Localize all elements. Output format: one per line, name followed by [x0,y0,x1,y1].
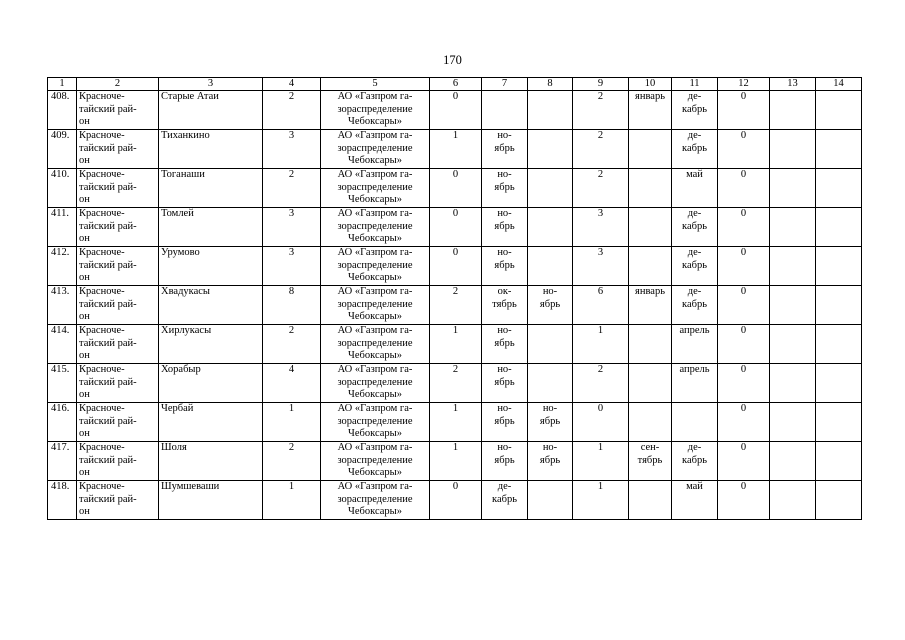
month-cell: но- ябрь [482,247,528,286]
header-cell: 5 [321,78,430,91]
month-cell: май [672,169,718,208]
row-number: 408. [48,91,77,130]
value-cell: 0 [430,208,482,247]
value-cell: 0 [718,130,770,169]
district-cell: Красноче- тайский рай- он [77,364,159,403]
month-cell: но- ябрь [482,208,528,247]
count-cell: 2 [263,169,321,208]
count-cell: 1 [263,403,321,442]
empty-cell [770,364,816,403]
table-row [48,247,862,286]
row-number: 414. [48,325,77,364]
organization-cell: АО «Газпром га- зораспределение Чебоксары» [321,403,430,442]
month-cell: но- ябрь [482,364,528,403]
value-cell: 0 [718,91,770,130]
schedule-table [47,77,862,520]
district-cell: Красноче- тайский рай- он [77,325,159,364]
month-cell [528,247,573,286]
empty-cell [816,130,862,169]
month-cell: но- ябрь [528,286,573,325]
row-number: 412. [48,247,77,286]
settlement-cell: Томлей [159,208,263,247]
value-cell: 2 [430,286,482,325]
empty-cell [770,481,816,520]
empty-cell [770,247,816,286]
value-cell: 0 [718,286,770,325]
value-cell: 6 [573,286,629,325]
organization-cell: АО «Газпром га- зораспределение Чебоксары» [321,247,430,286]
settlement-cell: Тиханкино [159,130,263,169]
organization-cell: АО «Газпром га- зораспределение Чебоксары» [321,442,430,481]
value-cell: 2 [573,91,629,130]
value-cell: 3 [573,247,629,286]
month-cell: де- кабрь [672,130,718,169]
settlement-cell: Шоля [159,442,263,481]
month-cell [629,403,672,442]
month-cell: январь [629,91,672,130]
table-row [48,364,862,403]
month-cell [629,247,672,286]
value-cell: 3 [573,208,629,247]
table-row [48,130,862,169]
value-cell: 0 [573,403,629,442]
empty-cell [816,208,862,247]
count-cell: 3 [263,130,321,169]
empty-cell [770,169,816,208]
header-cell: 10 [629,78,672,91]
district-cell: Красноче- тайский рай- он [77,442,159,481]
district-cell: Красноче- тайский рай- он [77,169,159,208]
header-cell: 9 [573,78,629,91]
month-cell: де- кабрь [672,286,718,325]
header-cell: 11 [672,78,718,91]
row-number: 410. [48,169,77,208]
empty-cell [816,364,862,403]
value-cell: 2 [573,364,629,403]
header-cell: 8 [528,78,573,91]
value-cell: 2 [430,364,482,403]
settlement-cell: Хвадукасы [159,286,263,325]
row-number: 416. [48,403,77,442]
count-cell: 3 [263,208,321,247]
month-cell [629,325,672,364]
month-cell: но- ябрь [482,169,528,208]
month-cell [672,403,718,442]
month-cell: апрель [672,364,718,403]
month-cell [629,169,672,208]
settlement-cell: Хорабыр [159,364,263,403]
table-row [48,286,862,325]
month-cell: но- ябрь [528,442,573,481]
month-cell: де- кабрь [672,91,718,130]
value-cell: 1 [573,325,629,364]
month-cell: но- ябрь [528,403,573,442]
row-number: 409. [48,130,77,169]
month-cell: май [672,481,718,520]
month-cell [629,364,672,403]
row-number: 415. [48,364,77,403]
header-cell: 7 [482,78,528,91]
empty-cell [816,247,862,286]
district-cell: Красноче- тайский рай- он [77,403,159,442]
header-cell: 2 [77,78,159,91]
value-cell: 2 [573,130,629,169]
empty-cell [816,403,862,442]
settlement-cell: Шумшеваши [159,481,263,520]
district-cell: Красноче- тайский рай- он [77,208,159,247]
empty-cell [816,286,862,325]
row-number: 411. [48,208,77,247]
table-body [48,78,862,520]
empty-cell [816,325,862,364]
district-cell: Красноче- тайский рай- он [77,247,159,286]
month-cell [528,169,573,208]
empty-cell [816,169,862,208]
value-cell: 0 [718,208,770,247]
value-cell: 0 [430,169,482,208]
value-cell: 0 [718,442,770,481]
month-cell [528,91,573,130]
month-cell [528,208,573,247]
header-cell: 6 [430,78,482,91]
page-number: 170 [443,53,462,67]
value-cell: 0 [718,247,770,286]
value-cell: 0 [430,247,482,286]
empty-cell [770,403,816,442]
table-row [48,442,862,481]
value-cell: 0 [718,325,770,364]
organization-cell: АО «Газпром га- зораспределение Чебоксары» [321,364,430,403]
month-cell: сен- тябрь [629,442,672,481]
empty-cell [770,286,816,325]
month-cell: де- кабрь [482,481,528,520]
value-cell: 1 [430,325,482,364]
empty-cell [770,130,816,169]
table-row [48,403,862,442]
settlement-cell: Урумово [159,247,263,286]
empty-cell [770,442,816,481]
district-cell: Красноче- тайский рай- он [77,286,159,325]
value-cell: 1 [573,481,629,520]
value-cell: 0 [718,364,770,403]
count-cell: 4 [263,364,321,403]
header-cell: 4 [263,78,321,91]
district-cell: Красноче- тайский рай- он [77,481,159,520]
value-cell: 0 [430,481,482,520]
organization-cell: АО «Газпром га- зораспределение Чебоксары» [321,325,430,364]
count-cell: 3 [263,247,321,286]
organization-cell: АО «Газпром га- зораспределение Чебоксары» [321,286,430,325]
month-cell [528,364,573,403]
month-cell: де- кабрь [672,442,718,481]
row-number: 417. [48,442,77,481]
organization-cell: АО «Газпром га- зораспределение Чебоксары» [321,91,430,130]
row-number: 418. [48,481,77,520]
header-cell: 1 [48,78,77,91]
value-cell: 1 [430,442,482,481]
table-row [48,481,862,520]
header-cell: 13 [770,78,816,91]
header-cell: 14 [816,78,862,91]
value-cell: 0 [718,169,770,208]
value-cell: 1 [573,442,629,481]
count-cell: 2 [263,442,321,481]
district-cell: Красноче- тайский рай- он [77,91,159,130]
settlement-cell: Хирлукасы [159,325,263,364]
table-row [48,169,862,208]
organization-cell: АО «Газпром га- зораспределение Чебоксары» [321,169,430,208]
month-cell [629,130,672,169]
table-row [48,325,862,364]
count-cell: 2 [263,325,321,364]
value-cell: 1 [430,403,482,442]
month-cell [482,91,528,130]
month-cell: апрель [672,325,718,364]
district-cell: Красноче- тайский рай- он [77,130,159,169]
month-cell: ок- тябрь [482,286,528,325]
empty-cell [770,91,816,130]
count-cell: 2 [263,91,321,130]
month-cell: де- кабрь [672,247,718,286]
value-cell: 1 [430,130,482,169]
month-cell: январь [629,286,672,325]
value-cell: 0 [718,481,770,520]
month-cell: де- кабрь [672,208,718,247]
count-cell: 1 [263,481,321,520]
settlement-cell: Чербай [159,403,263,442]
empty-cell [770,325,816,364]
header-cell: 12 [718,78,770,91]
value-cell: 0 [718,403,770,442]
count-cell: 8 [263,286,321,325]
organization-cell: АО «Газпром га- зораспределение Чебоксары» [321,208,430,247]
organization-cell: АО «Газпром га- зораспределение Чебоксары» [321,130,430,169]
settlement-cell: Старые Атаи [159,91,263,130]
month-cell [528,481,573,520]
month-cell [629,481,672,520]
organization-cell: АО «Газпром га- зораспределение Чебоксары» [321,481,430,520]
month-cell: но- ябрь [482,130,528,169]
month-cell: но- ябрь [482,442,528,481]
value-cell: 2 [573,169,629,208]
month-cell: но- ябрь [482,325,528,364]
settlement-cell: Тоганаши [159,169,263,208]
empty-cell [816,91,862,130]
month-cell [629,208,672,247]
month-cell: но- ябрь [482,403,528,442]
table-row [48,91,862,130]
value-cell: 0 [430,91,482,130]
empty-cell [816,442,862,481]
month-cell [528,130,573,169]
empty-cell [770,208,816,247]
table-row [48,208,862,247]
empty-cell [816,481,862,520]
column-number-header-row [48,78,862,91]
header-cell: 3 [159,78,263,91]
month-cell [528,325,573,364]
row-number: 413. [48,286,77,325]
